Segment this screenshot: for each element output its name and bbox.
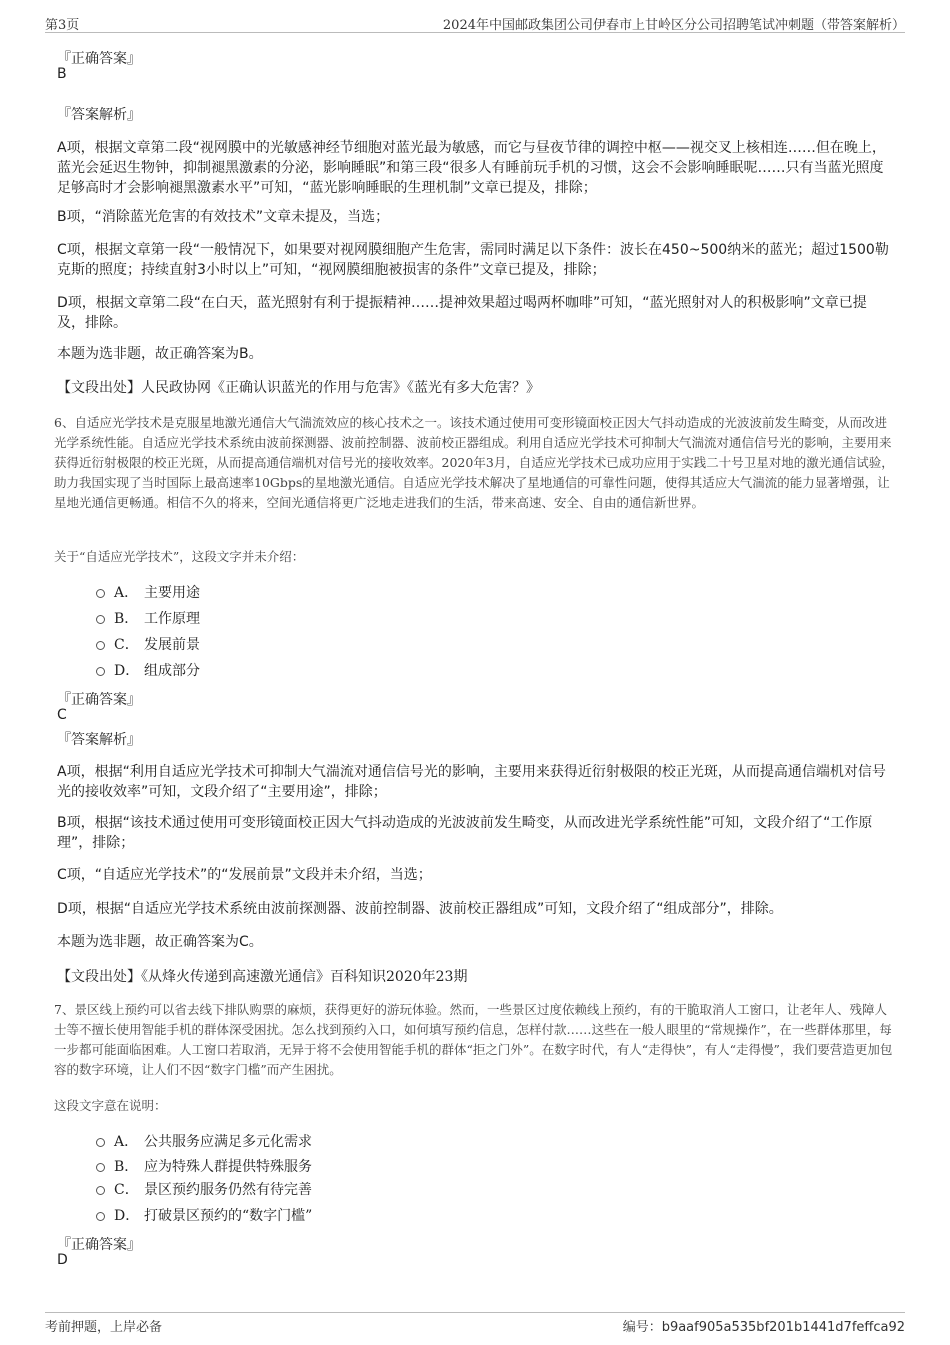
analysis-paragraph: B项，根据“该技术通过使用可变形镜面校正因大气抖动造成的光波波前发生畸变，从而改进光学系统性能”可知，文段介绍了“工作原理”，排除； xyxy=(57,815,873,851)
document-title: 2024年中国邮政集团公司伊春市上甘岭区分公司招聘笔试冲刺题（带答案解析） xyxy=(442,18,905,33)
option-text: 工作原理 xyxy=(144,611,200,627)
question-passage: 7、景区线上预约可以省去线下排队购票的麻烦，获得更好的游玩体验。然而，一些景区过度依赖线上预约，有的干脆取消人工窗口，让老年人、残障人士等不擅长使用智能手机的群体深受困扰。怎么找到预约入口，如何填写预约信息，怎样付款……这些在一般人眼里的“常规操作”，在一些群体那里，每一步都可能面临困难。人工窗口若取消，无异于将不会使用智能手机的群体“拒之门外”。在数字时代，有人“走得快”，有人“走得慢”，我们要营造更加包容的数字环境，让人们不因“数字门槛”而产生困扰。 xyxy=(54,1002,893,1077)
correct-answer-label: 『正确答案』 xyxy=(57,1237,141,1253)
correct-answer-label: 『正确答案』 xyxy=(57,692,141,708)
analysis-paragraph: B项，“消除蓝光危害的有效技术”文章未提及，当选； xyxy=(57,209,390,225)
radio-icon[interactable] xyxy=(96,1212,105,1221)
analysis-label: 『答案解析』 xyxy=(57,732,141,748)
question-passage: 6、自适应光学技术是克服星地激光通信大气湍流效应的核心技术之一。该技术通过使用可变形镜面校正因大气抖动造成的光波波前发生畸变，从而改进光学系统性能。自适应光学技术系统由波前探测器、波前控制器、波前校正器组成。利用自适应光学技术可抑制大气湍流对通信信号光的影响，主要用来获得近衍射极限的校正光斑，从而提高通信端机对信号光的接收效率。2020年3月，自适应光学技术已成功应用于实践二十号卫星对地的激光通信试验，助力我国实现了当时国际上最高速率10Gbps的星地激光通信。自适应光学技术解决了星地通信的可靠性问题，使得其适应大气湍流的能力显著增强，让星地光通信更畅通。相信不久的将来，空间光通信将更广泛地走进我们的生活，带来高速、安全、自由的通信新世界。 xyxy=(54,415,894,510)
option-text: 打破景区预约的“数字门槛” xyxy=(144,1208,313,1224)
option-key: B． xyxy=(114,611,139,627)
analysis-conclusion: 本题为选非题，故正确答案为C。 xyxy=(57,934,263,950)
option-text: 组成部分 xyxy=(144,663,200,679)
document-code: 编号：b9aaf905a535bf201b1441d7feffca92 xyxy=(622,1320,905,1335)
source-note: 【文段出处】人民政协网《正确认识蓝光的作用与危害》《蓝光有多大危害？》 xyxy=(57,380,540,396)
correct-answer-value: B xyxy=(57,66,67,82)
option-key: C． xyxy=(114,1182,139,1198)
analysis-paragraph: C项，根据文章第一段“一般情况下，如果要对视网膜细胞产生危害，需同时满足以下条件：波长在450~500纳米的蓝光；超过1500勒克斯的照度；持续直射3小时以上”可知，“视网膜细胞被损害的条件”文章已提及，排除； xyxy=(57,242,889,278)
source-note: 【文段出处】《从烽火传递到高速激光通信》百科知识2020年23期 xyxy=(57,969,468,985)
option-key: B． xyxy=(114,1159,139,1175)
option-key: D． xyxy=(114,663,140,679)
analysis-paragraph: D项，根据“自适应光学技术系统由波前探测器、波前控制器、波前校正器组成”可知，文段介绍了“组成部分”，排除。 xyxy=(57,901,783,917)
radio-icon[interactable] xyxy=(96,1186,105,1195)
correct-answer-value: C xyxy=(57,707,67,723)
option-key: C． xyxy=(114,637,139,653)
analysis-label: 『答案解析』 xyxy=(57,107,141,123)
question-stem: 这段文字意在说明： xyxy=(54,1098,167,1113)
radio-icon[interactable] xyxy=(96,589,105,598)
radio-icon[interactable] xyxy=(96,641,105,650)
radio-icon[interactable] xyxy=(96,1163,105,1172)
option-key: A． xyxy=(114,585,139,601)
correct-answer-label: 『正确答案』 xyxy=(57,51,141,67)
option-text: 主要用途 xyxy=(144,585,200,601)
correct-answer-value: D xyxy=(57,1252,68,1268)
option-text: 景区预约服务仍然有待完善 xyxy=(144,1182,312,1198)
page-footer xyxy=(45,1312,905,1335)
page-number: 第3页 xyxy=(45,18,80,33)
analysis-paragraph: A项，根据“利用自适应光学技术可抑制大气湍流对通信信号光的影响，主要用来获得近衍射极限的校正光斑，从而提高通信端机对信号光的接收效率”可知，文段介绍了“主要用途”，排除； xyxy=(57,764,886,800)
page-header xyxy=(45,14,905,33)
question-stem: 关于“自适应光学技术”，这段文字并未介绍： xyxy=(54,549,305,564)
analysis-paragraph: D项，根据文章第二段“在白天，蓝光照射有利于提振精神……提神效果超过喝两杯咖啡”可知，“蓝光照射对人的积极影响”文章已提及，排除。 xyxy=(57,295,867,331)
analysis-paragraph: C项，“自适应光学技术”的“发展前景”文段并未介绍，当选； xyxy=(57,867,432,883)
analysis-paragraph: A项，根据文章第二段“视网膜中的光敏感神经节细胞对蓝光最为敏感，而它与昼夜节律的调控中枢——视交叉上核相连……但在晚上，蓝光会延迟生物钟，抑制褪黑激素的分泌，影响睡眠”和第三段“很多人有睡前玩手机的习惯，这会不会影响睡眠呢……只有当蓝光照度足够高时才会影响褪黑激素水平”可知，“蓝光影响睡眠的生理机制”文章已提及，排除； xyxy=(57,140,886,196)
radio-icon[interactable] xyxy=(96,1138,105,1147)
option-text: 公共服务应满足多元化需求 xyxy=(144,1134,312,1150)
footer-slogan: 考前押题，上岸必备 xyxy=(45,1320,163,1335)
analysis-conclusion: 本题为选非题，故正确答案为B。 xyxy=(57,346,263,362)
option-key: D． xyxy=(114,1208,140,1224)
option-key: A． xyxy=(114,1134,139,1150)
option-text: 发展前景 xyxy=(144,637,200,653)
option-text: 应为特殊人群提供特殊服务 xyxy=(144,1159,312,1175)
radio-icon[interactable] xyxy=(96,615,105,624)
radio-icon[interactable] xyxy=(96,667,105,676)
